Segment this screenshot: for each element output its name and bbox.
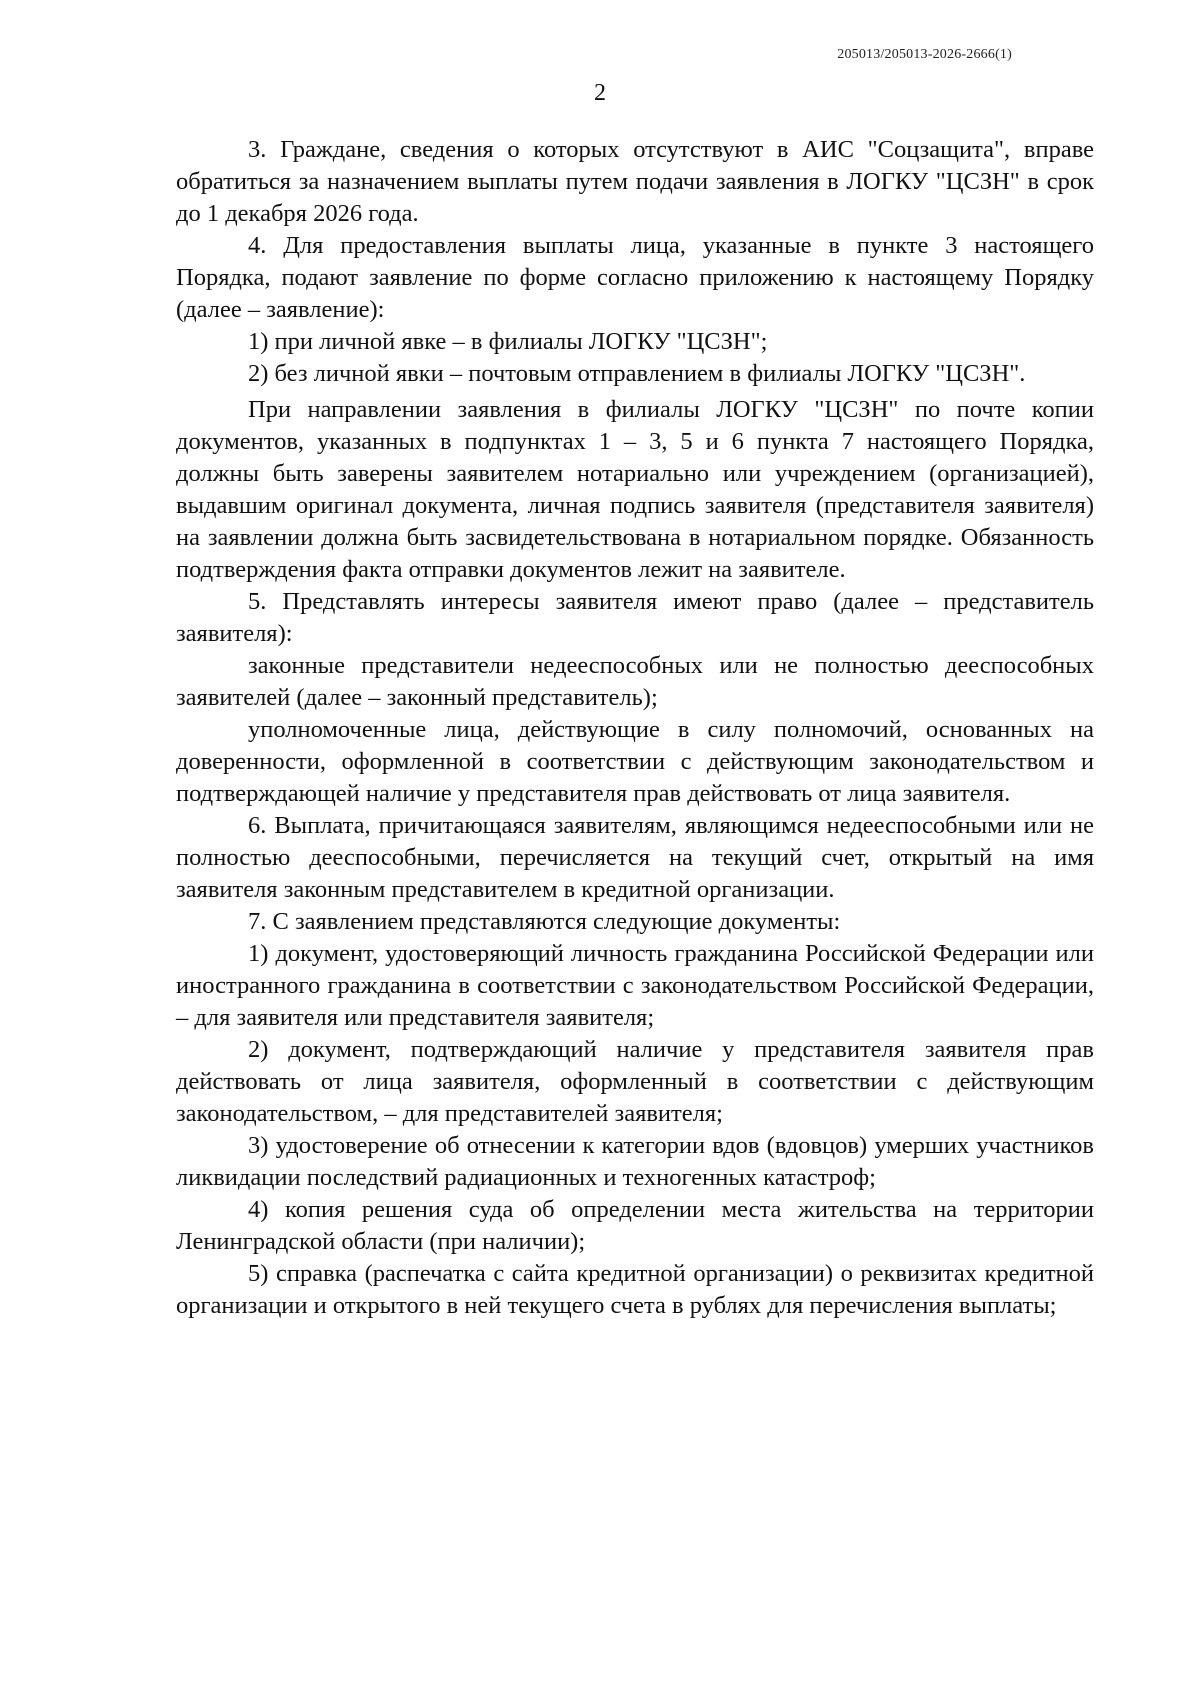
doc-list-item-5: 5) справка (распечатка с сайта кредитной организации) о реквизитах кредитной организации и открытого в ней текущего счета в рублях для перечисления выплаты; (176, 1260, 1094, 1319)
subitem-postal: 2) без личной явки – почтовым отправлением в филиалы ЛОГКУ "ЦСЗН". (248, 360, 1026, 387)
doc-list-item-1: 1) документ, удостоверяющий личность гражданина Российской Федерации или иностранного гражданина в соответствии с законодательством Российской Федерации, – для заявителя или представителя заявителя; (176, 940, 1094, 1031)
paragraph-item-5: 5. Представлять интересы заявителя имеют право (далее – представитель заявителя): (176, 588, 1094, 647)
doc-list-item-2: 2) документ, подтверждающий наличие у представителя заявителя прав действовать от лица заявителя, оформленный в соответствии с действующим законодательством, – для представителей заявителя; (176, 1036, 1094, 1127)
page-number: 2 (594, 80, 606, 106)
subitem-personal-visit: 1) при личной явке – в филиалы ЛОГКУ "ЦСЗН"; (248, 328, 768, 355)
paragraph-authorized-persons: уполномоченные лица, действующие в силу полномочий, основанных на доверенности, оформленной в соответствии с действующим законодательством и подтверждающей наличие у представителя прав действовать от лица заявителя. (176, 716, 1094, 807)
paragraph-item-4: 4. Для предоставления выплаты лица, указанные в пункте 3 настоящего Порядка, подают заявление по форме согласно приложению к настоящему Порядку (далее – заявление): (176, 232, 1094, 323)
document-id: 205013/205013-2026-2666(1) (837, 47, 1012, 62)
paragraph-item-3: 3. Граждане, сведения о которых отсутствуют в АИС "Соцзащита", вправе обратиться за назначением выплаты путем подачи заявления в ЛОГКУ "ЦСЗН" в срок до 1 декабря 2026 года. (176, 136, 1094, 227)
paragraph-legal-representatives: законные представители недееспособных или не полностью дееспособных заявителей (далее – законный представитель); (176, 652, 1094, 711)
paragraph-item-6: 6. Выплата, причитающаяся заявителям, являющимся недееспособными или не полностью дееспособными, перечисляется на текущий счет, открытый на имя заявителя законным представителем в кредитной организации. (176, 812, 1094, 903)
doc-list-item-3: 3) удостоверение об отнесении к категории вдов (вдовцов) умерших участников ликвидации последствий радиационных и техногенных катастроф; (176, 1132, 1094, 1191)
paragraph-postal-requirements: При направлении заявления в филиалы ЛОГКУ "ЦСЗН" по почте копии документов, указанных в подпунктах 1 – 3, 5 и 6 пункта 7 настоящего Порядка, должны быть заверены заявителем нотариально или учреждением (организацией), выдавшим оригинал документа, личная подпись заявителя (представителя заявителя) на заявлении должна быть засвидетельствована в нотариальном порядке. Обязанность подтверждения факта отправки документов лежит на заявителе. (176, 396, 1094, 583)
paragraph-item-7: 7. С заявлением представляются следующие документы: (248, 908, 841, 935)
document-body (176, 134, 1094, 1322)
doc-list-item-4: 4) копия решения суда об определении места жительства на территории Ленинградской области (при наличии); (176, 1196, 1094, 1255)
